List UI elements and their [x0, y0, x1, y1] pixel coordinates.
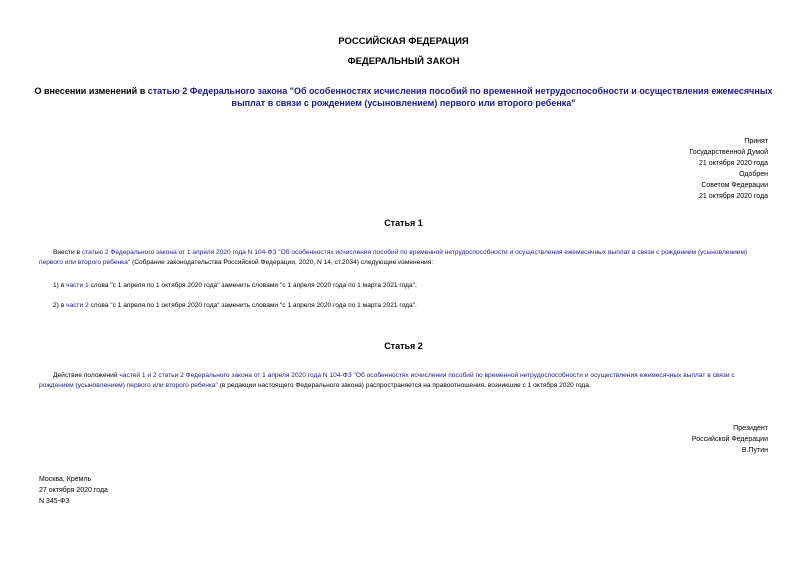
article-2-suffix: (в редакции настоящего Федерального закона) распространяется на правоотношения, возникшие с 1 октября 2020 года. [217, 382, 591, 390]
adoption-block [689, 136, 768, 202]
article-1-intro-suffix: (Собрание законодательства Российской Федерации, 2020, N 14, ст.2034) следующие изменения: [130, 259, 434, 267]
law-title [30, 85, 777, 109]
signature-line: Президент [733, 425, 768, 432]
place-line: Москва, Кремль [39, 476, 92, 483]
article-2-heading: Статья 2 [384, 341, 423, 351]
doc-type-heading: ФЕДЕРАЛЬНЫЙ ЗАКОН [347, 56, 460, 67]
item-link[interactable]: части 2 [66, 302, 89, 309]
article-1-intro-link[interactable]: статью 2 Федерального закона от 1 апреля 2020 года N 104-ФЗ "Об особенностях исчисления пособий по временной нетрудоспособности и осуществления ежемесячных выплат в связи с рождением (усыновлением) первого или второго ребенка" [39, 249, 748, 267]
article-1-item [53, 301, 769, 311]
law-number-line: N 345-ФЗ [39, 498, 70, 505]
law-title-link[interactable]: статью 2 Федерального закона "Об особенностях исчисления пособий по временной нетрудоспособности и осуществления ежемесячных выплат в связи с рождением (усыновлением) первого или второго ребенка" [147, 86, 773, 108]
item-number: 2) в [53, 302, 67, 309]
date-line: 27 октября 2020 года [39, 487, 108, 494]
adoption-line: Принят [744, 138, 768, 145]
article-2-body [39, 371, 769, 392]
adoption-line: Одобрен [739, 171, 768, 178]
country-heading: РОССИЙСКАЯ ФЕДЕРАЦИЯ [338, 36, 469, 47]
adoption-line: Советом Федерации [701, 182, 768, 189]
article-2-prefix: Действие положений [53, 372, 120, 379]
law-title-prefix: О внесении изменений в [34, 86, 148, 96]
article-2-link[interactable]: частей 1 и 2 статьи 2 Федерального закона от 1 апреля 2020 года N 104-ФЗ "Об особенностях исчисления пособий по временной нетрудоспособности и осуществления ежемесячных выплат в связи с рождением (усыновлением) первого или второго ребенка" [39, 372, 735, 390]
item-link[interactable]: части 1 [66, 282, 89, 289]
signature-line: В.Путин [741, 447, 768, 454]
item-text: слова "с 1 апреля по 1 октября 2020 года" заменить словами "с 1 апреля 2020 года по 1 марта 2021 года". [88, 302, 417, 309]
adoption-line: 21 октября 2020 года [699, 193, 768, 200]
item-text: слова "с 1 апреля по 1 октября 2020 года" заменить словами "с 1 апреля 2020 года по 1 марта 2021 года"; [88, 282, 417, 289]
article-1-intro [39, 248, 769, 269]
item-number: 1) в [53, 282, 67, 289]
article-1-item [53, 281, 769, 291]
signature-block [692, 423, 768, 456]
article-1-heading: Статья 1 [384, 218, 423, 228]
article-1-intro-prefix: Внести в [53, 249, 82, 256]
place-date-block [39, 474, 108, 507]
adoption-line: Государственной Думой [689, 149, 768, 156]
adoption-line: 21 октября 2020 года [699, 160, 768, 167]
signature-line: Российской Федерации [691, 436, 768, 443]
